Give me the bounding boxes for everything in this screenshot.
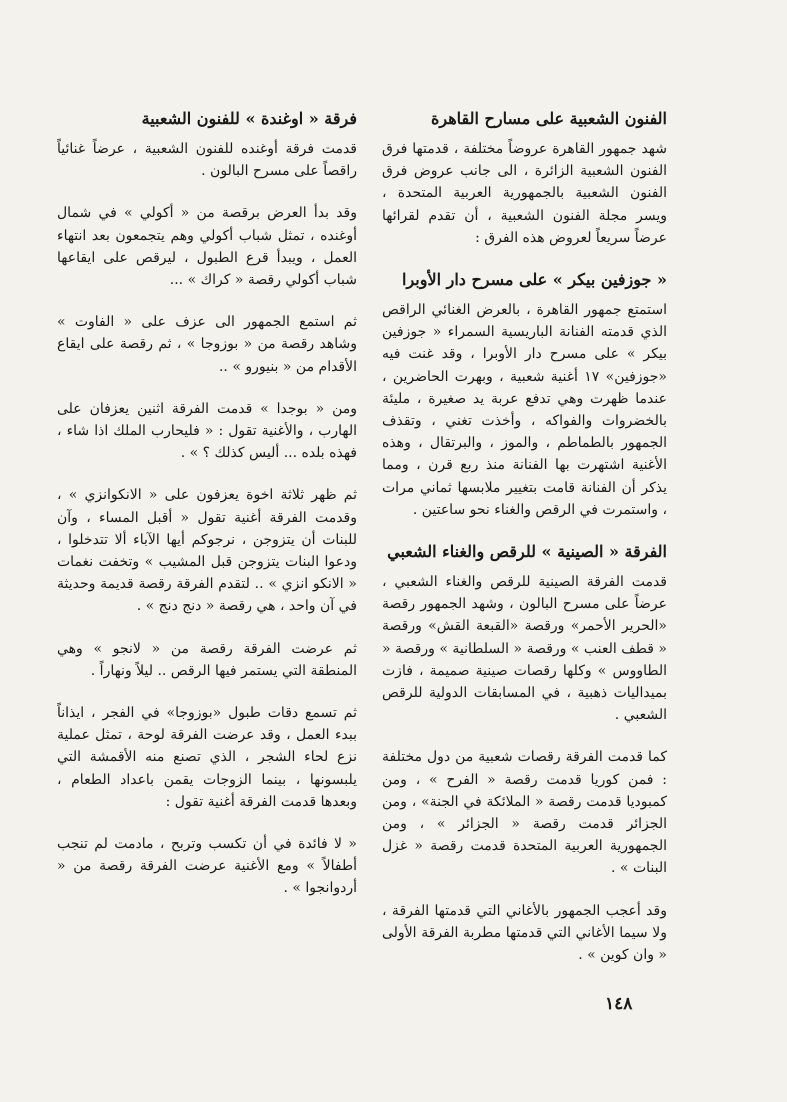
paragraph: ثم عرضت الفرقة رقصة من « لانجو » وهي المنطقة التي يستمر فيها الرقص .. ليلاً ونهاراً .: [57, 640, 357, 679]
section-heading: الفرقة « الصينية » للرقص والغناء الشعبي: [387, 542, 667, 562]
left-column: [57, 108, 357, 920]
section-heading: فرقة « اوغندة » للفنون الشعبية: [141, 109, 357, 128]
paragraph: ثم ظهر ثلاثة اخوة يعزفون على « الانكوانزي » ، وقدمت الفرقة أغنية تقول « أقبل المساء ، وآن للبنات أن يتزوجن ، نرجوكم أيها الآباء ألا تتدخلوا ، ودعوا البنات يتزوجن قبل المشيب » وتخفت نغمات « الانكو انزي » .. لتقدم الفرقة رقصة قديمة وحديثة في آن واحد ، هي رقصة « دنج دنج » .: [57, 487, 357, 615]
paragraph: ثم تسمع دقات طبول «بوزوجا» في الفجر ، ايذاناً ببدء العمل ، وقد عرضت الفرقة لوحة ، تمثل عملية نزع لحاء الشجر ، الذي تصنع منه الأقمشة التي يلبسونها ، بينما الزوجات يقمن باعداد الطعام ، وبعدها قدمت الفرقة أغنية تقول :: [57, 705, 357, 810]
paragraph: وقد بدأ العرض برقصة من « أكولي » في شمال أوغنده ، تمثل شباب أكولي وهم يتجمعون بعد انتهاء العمل ، ويبدأ قرع الطبول ، ليرقص على ايقاعها شباب أكولي رقصة « كراك » ...: [57, 205, 357, 289]
paragraph: شهد جمهور القاهرة عروضاً مختلفة ، قدمتها فرق الفنون الشعبية الزائرة ، الى جانب عروض فرق الفنون الشعبية بالجمهورية العربية المتحدة ، ويسر مجلة الفنون الشعبية ، أن تقدم لقرائها عرضاً سريعاً لعروض هذه الفرق :: [382, 141, 667, 246]
paragraph: ثم استمع الجمهور الى عزف على « الفاوت » وشاهد رقصة من « بوزوجا » ، ثم رقصة على ايقاع الأقدام من « بنيورو » ..: [57, 314, 357, 375]
section-heading: الفنون الشعبية على مسارح القاهرة: [431, 109, 667, 128]
paragraph: كما قدمت الفرقة رقصات شعبية من دول مختلفة : فمن كوريا قدمت رقصة « الفرح » ، ومن كمبوديا قدمت رقصة « الملائكة في الجنة» ، ومن الجزائر قدمت رقصة « الجزائر » ، ومن الجمهورية العربية المتحدة قدمت رقصة « غزل البنات » .: [382, 749, 667, 877]
right-column: [382, 108, 667, 986]
paragraph: « لا فائدة في أن تكسب وتربح ، مادمت لم تنجب أطفالاً » ومع الأغنية عرضت الفرقة رقصة من « أردوانجوا » .: [57, 836, 357, 897]
paragraph: قدمت فرقة أوغنده للفنون الشعبية ، عرضاً غنائياً راقصاً على مسرح البالون .: [57, 141, 357, 180]
page-number: ١٤٨: [605, 994, 633, 1014]
paragraph: وقد أعجب الجمهور بالأغاني التي قدمتها الفرقة ، ولا سيما الأغاني التي قدمتها مطربة الفرقة الأولى « وان كوين » .: [382, 902, 667, 964]
section-heading: « جوزفين بيكر » على مسرح دار الأوبرا: [402, 270, 667, 290]
paragraph: ومن « بوجدا » قدمت الفرقة اثنين يعزفان على الهارب ، والأغنية تقول : « فليحارب الملك اذا شاء ، فهذه بلده ... أليس كذلك ؟ » .: [57, 400, 357, 462]
paragraph: قدمت الفرقة الصينية للرقص والغناء الشعبي ، عرضاً على مسرح البالون ، وشهد الجمهور رقصة «الحرير الأحمر» ورقصة «القبعة القش» ورقصة « قطف العنب » ورقصة « السلطانية » ورقصة « الطاووس » وكلها رقصات صينية صميمة ، فازت بميداليات ذهبية ، في المسابقات الدولية للرقص الشعبي .: [382, 574, 667, 724]
paragraph: استمتع جمهور القاهرة ، بالعرض الغنائي الراقص الذي قدمته الفنانة الباريسية السمراء « جوزفين بيكر » على مسرح دار الأوبرا ، وقد غنت فيه «جوزفين» ١٧ أغنية شعبية ، وبهرت الحاضرين ، عندما ظهرت وهي تدفع عربة يد صغيرة ، مليئة بالخضروات والفواكه ، وأخذت تغني ، وتقذف الجمهور بالطماطم ، والموز ، والبرتقال ، وهذه الأغنية اشتهرت بها الفنانة منذ ربع قرن ، ومما يذكر أن الفنانة قامت بتغيير ملابسها ثماني مرات ، واستمرت في الرقص والغناء نحو ساعتين .: [382, 302, 667, 518]
